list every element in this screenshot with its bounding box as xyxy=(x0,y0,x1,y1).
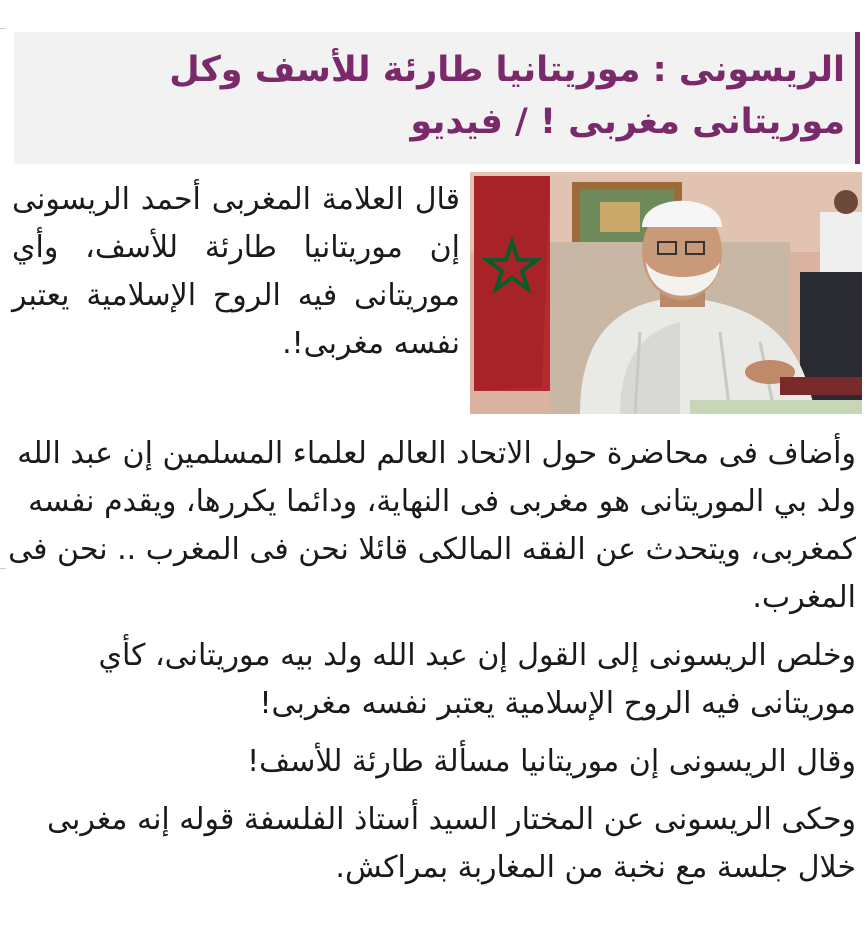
article-body xyxy=(8,430,856,902)
divider xyxy=(0,568,6,569)
article-paragraph: وأضاف فى محاضرة حول الاتحاد العالم لعلماء المسلمين إن عبد الله ولد بي الموريتانى هو مغربى فى النهاية، ودائما يكررها، ويقدم نفسه كمغربى، ويتحدث عن الفقه المالكى قائلا نحن فى المغرب .. نحن فى المغرب. xyxy=(8,436,856,615)
headline-box xyxy=(14,32,860,164)
article-paragraph: وقال الريسونى إن موريتانيا مسألة طارئة للأسف! xyxy=(247,744,856,779)
article-headline[interactable]: الريسونى : موريتانيا طارئة للأسف وكل موريتانى مغربى ! / فيديو xyxy=(169,50,845,142)
article-paragraph: وخلص الريسونى إلى القول إن عبد الله ولد بيه موريتانى، كأي موريتانى فيه الروح الإسلامية يعتبر نفسه مغربى! xyxy=(98,638,856,721)
top-strip xyxy=(0,0,868,10)
divider xyxy=(0,28,6,29)
article-paragraph: وحكى الريسونى عن المختار السيد أستاذ الفلسفة قوله إنه مغربى خلال جلسة مع نخبة من المغاربة بمراكش. xyxy=(47,802,856,885)
photo-illustration xyxy=(470,172,862,414)
article-photo xyxy=(470,172,862,414)
article-intro: قال العلامة المغربى أحمد الريسونى إن موريتانيا طارئة للأسف، وأي موريتانى فيه الروح الإسلامية يعتبر نفسه مغربى!. xyxy=(12,182,460,361)
